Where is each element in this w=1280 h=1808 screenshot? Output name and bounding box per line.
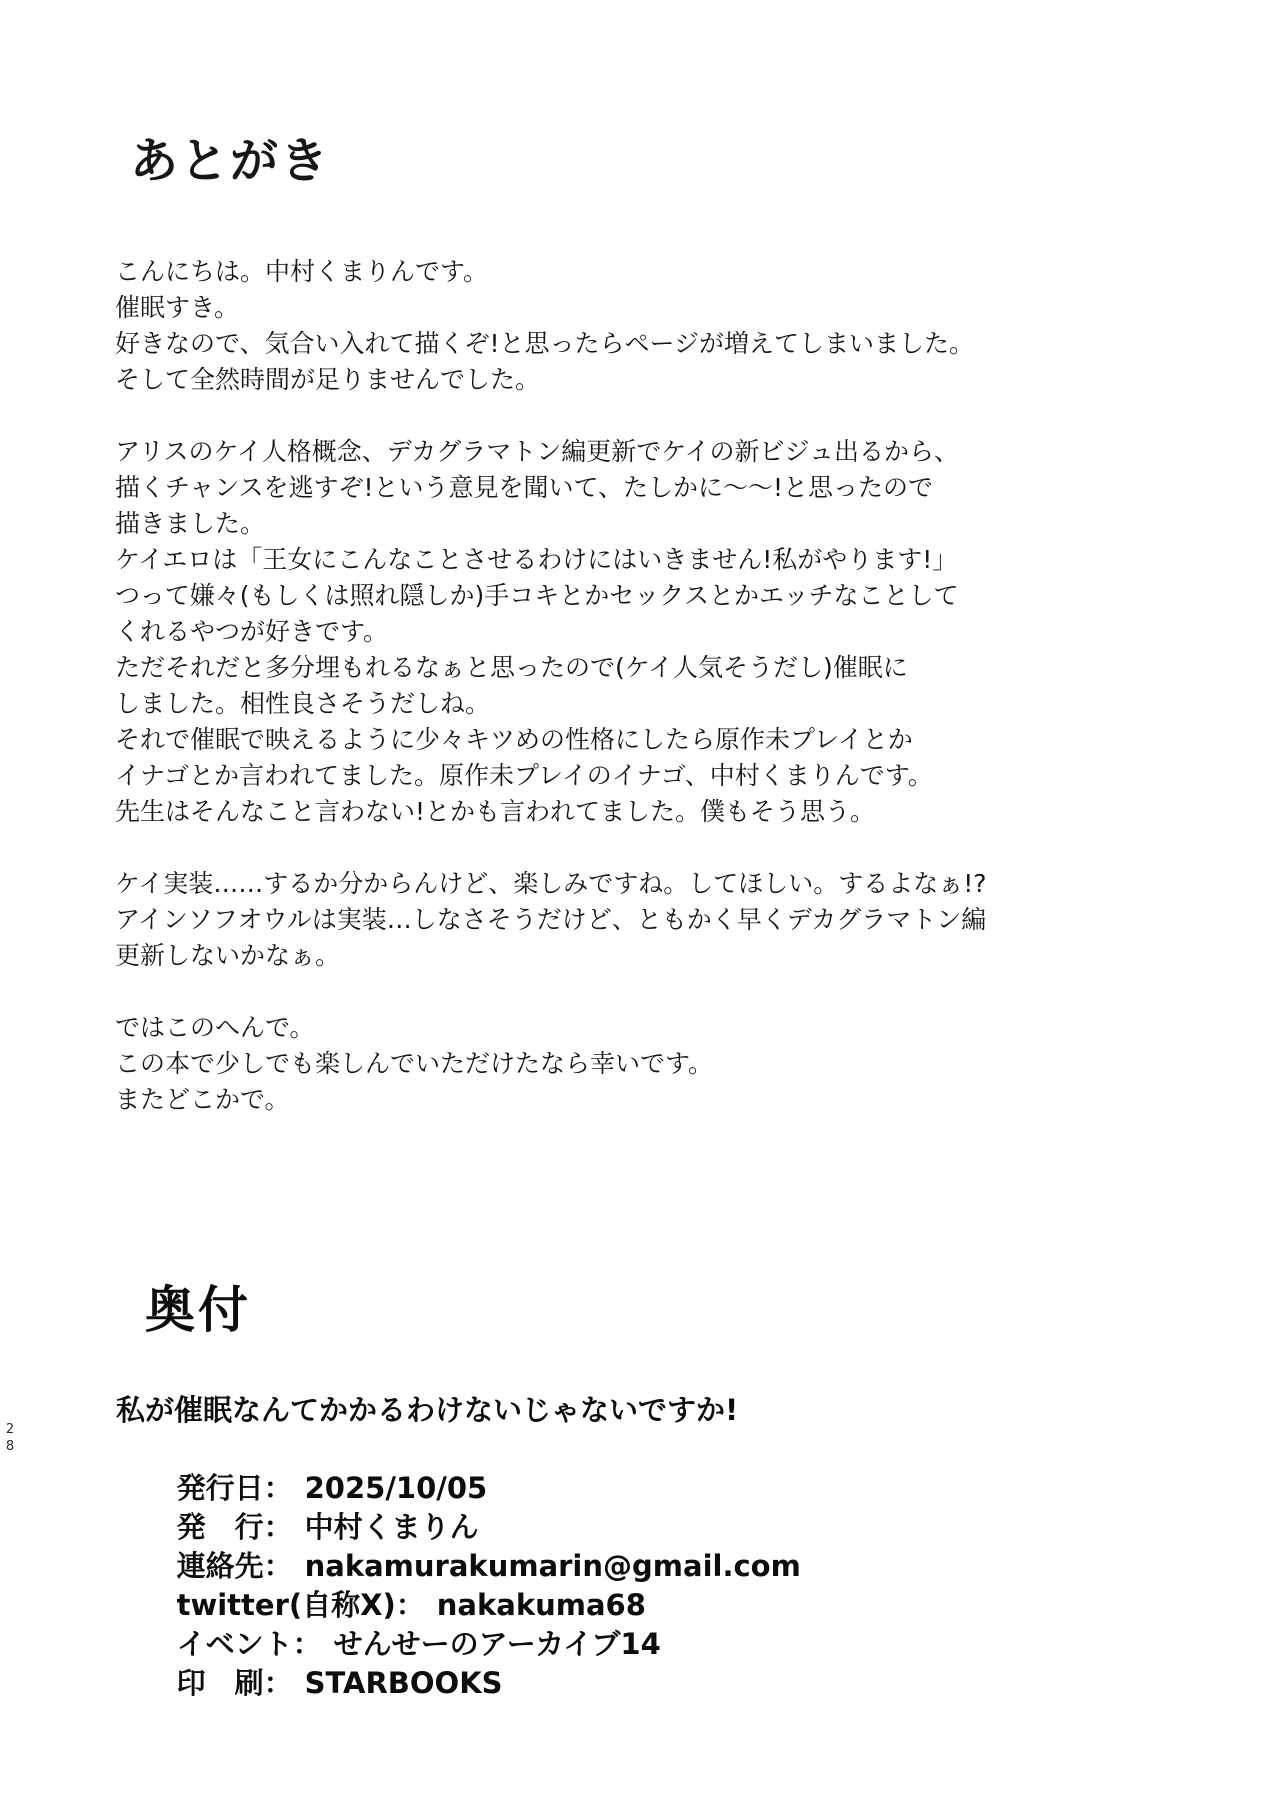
text-line: 描きました。 [115,509,266,538]
colophon-colon: ： [292,1627,322,1661]
colophon-label: イベント [176,1627,293,1661]
colophon-row-publish-date [116,1430,1116,1505]
text-line: つって嫌々(もしくは照れ隠しか)手コキとかセックスとかエッチなことして [115,581,959,610]
colophon-colon: ： [263,1510,293,1544]
page-number [3,1421,17,1455]
colophon-label: 連絡先 [176,1549,264,1583]
afterword-paragraph-3 [115,866,1175,974]
colophon-label: 発 行 [176,1510,264,1544]
text-line: ただそれだと多分埋もれるなぁと思ったので(ケイ人気そうだし)催眠に [115,653,908,682]
colophon-colon: ： [263,1666,293,1700]
text-line: ケイ実装……するか分からんけど、楽しみですね。してほしい。するよなぁ!? [115,869,987,898]
text-line: こんにちは。中村くまりんです。 [115,257,489,286]
text-line: くれるやつが好きです。 [115,617,389,646]
text-line: ではこのへんで。 [115,1013,315,1042]
colophon-value: nakakuma68 [436,1588,646,1622]
colophon-colon: ： [263,1549,293,1583]
text-line: それで催眠で映えるように少々キツめの性格にしたら原作未プレイとか [115,725,913,754]
text-line: アリスのケイ人格概念、デカグラマトン編更新でケイの新ビジュ出るから、 [115,437,960,466]
text-line: またどこかで。 [115,1085,290,1114]
page-number-digit: 2 [5,1422,15,1437]
text-line: 描くチャンスを逃すぞ!という意見を聞いて、たしかに〜〜!と思ったので [115,473,934,502]
colophon-value: 中村くまりん [304,1510,479,1544]
afterword-paragraph-1 [115,254,1175,398]
text-line: 催眠すき。 [115,293,240,322]
text-line: そして全然時間が足りませんでした。 [115,365,541,394]
colophon-colon: ： [395,1588,425,1622]
colophon-value: 2025/10/05 [304,1471,488,1505]
afterword-title: あとがき [130,133,331,189]
colophon-label: 発行日 [176,1471,264,1505]
text-line: この本で少しでも楽しんでいただけたなら幸いです。 [115,1049,714,1078]
afterword-paragraph-2 [115,434,1175,830]
text-line: 更新しないかなぁ。 [115,941,341,970]
afterword-paragraph-4 [115,1010,1175,1118]
colophon-label: 印 刷 [176,1666,264,1700]
text-line: ケイエロは「王女にこんなことさせるわけにはいきません!私がやります!」 [115,545,958,574]
colophon [116,1391,1116,1700]
colophon-value: STARBOOKS [304,1666,503,1700]
afterword-body [115,254,1175,1118]
colophon-title: 奥付 [145,1281,251,1339]
text-line: アインソフオウルは実装…しなさそうだけど、ともかく早くデカグラマトン編 [115,905,987,934]
colophon-value: nakamurakumarin@gmail.com [304,1549,801,1583]
colophon-value: せんせーのアーカイブ14 [333,1627,661,1661]
text-line: 好きなので、気合い入れて描くぞ!と思ったらページが増えてしまいました。 [115,329,975,358]
colophon-colon: ： [263,1471,293,1505]
text-line: しました。相性良さそうだしね。 [115,689,491,718]
page-number-digit: 8 [5,1439,15,1454]
colophon-book-title: 私が催眠なんてかかるわけないじゃないですか! [116,1393,739,1427]
text-line: イナゴとか言われてました。原作未プレイのイナゴ、中村くまりんです。 [115,761,933,790]
colophon-label: twitter(自称X) [176,1588,396,1622]
text-line: 先生はそんなこと言わない!とかも言われてました。僕もそう思う。 [115,797,876,826]
